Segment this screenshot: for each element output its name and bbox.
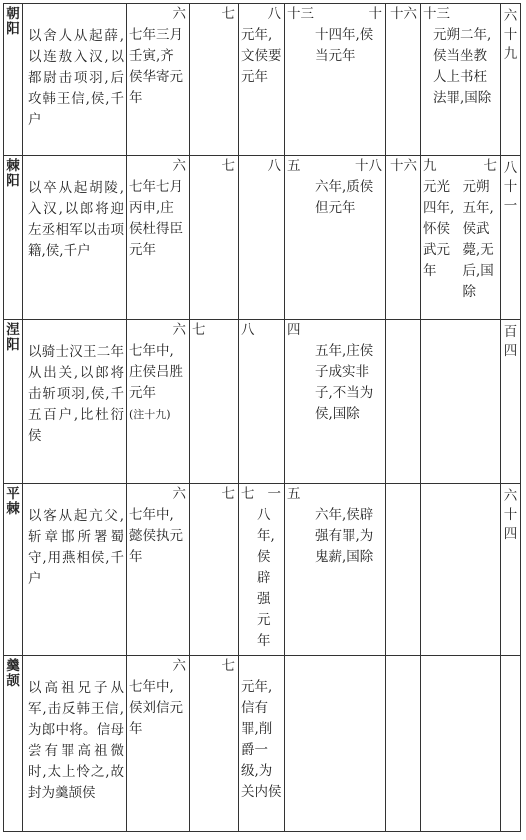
achievement-text: 以舍人从起薛,以连敖入汉,以都尉击项羽,后攻韩王信,侯,千户 — [23, 4, 127, 156]
table-row — [4, 484, 521, 656]
chronology-table — [3, 3, 521, 832]
wendi-cell: 五 六年,侯辟强有罪,为鬼薪,国除 — [285, 484, 386, 656]
table-row — [4, 320, 521, 484]
jingdi-cell — [386, 484, 421, 656]
wendi-cell: 十三 十 十四年,侯当元年 — [285, 4, 386, 156]
place-name: 朝 阳 — [4, 4, 23, 156]
gaohou-cell: 八 — [239, 156, 285, 320]
gaozu-cell: 六 七年七月丙申,庄侯杜得臣元年 — [127, 156, 190, 320]
jingdi-cell — [386, 320, 421, 484]
place-name: 棘 阳 — [4, 156, 23, 320]
huidi-cell: 七 — [190, 656, 239, 832]
gaozu-cell: 六 七年三月壬寅,齐侯华寄元年 — [127, 4, 190, 156]
wudi-cell: 十三 元朔二年,侯当坐教人上书枉法罪,国除 — [421, 4, 501, 156]
huidi-cell: 七 — [190, 484, 239, 656]
rank-cell: 六 十 九 — [501, 4, 521, 156]
rank-cell: 百 四 — [501, 320, 521, 484]
wendi-cell: 五 十八 六年,质侯但元年 — [285, 156, 386, 320]
table-row — [4, 656, 521, 832]
wudi-cell — [421, 484, 501, 656]
gaozu-cell: 六 七年中,庄侯吕胜元年 (注十九) — [127, 320, 190, 484]
gaohou-cell: 八 — [239, 320, 285, 484]
wudi-cell — [421, 656, 501, 832]
wendi-cell — [285, 656, 386, 832]
huidi-cell: 七 — [190, 156, 239, 320]
achievement-text: 以卒从起胡陵,入汉,以郎将迎左丞相军以击项籍,侯,千户 — [23, 156, 127, 320]
place-name: 平 棘 — [4, 484, 23, 656]
wudi-cell: 九 七 元光四年,怀侯武元年 元朔五年,侯武薨,无后,国除 — [421, 156, 501, 320]
table-row — [4, 4, 521, 156]
achievement-text: 以骑士汉王二年从出关,以郎将击斩项羽,侯,千五百户,比杜衍侯 — [23, 320, 127, 484]
huidi-cell: 七 — [190, 4, 239, 156]
achievement-text: 以高祖兄子从军,击反韩王信,为郎中将。信母尝有罪高祖微时,太上怜之,故封为羹颉侯 — [23, 656, 127, 832]
jingdi-cell: 十六 — [386, 4, 421, 156]
huidi-cell: 七 — [190, 320, 239, 484]
gaohou-cell: 元年,信有罪,削爵一级,为关内侯 — [239, 656, 285, 832]
gaozu-cell: 六 七年中,侯刘信元年 — [127, 656, 190, 832]
gaozu-cell: 六 七年中,懿侯执元年 — [127, 484, 190, 656]
wudi-cell — [421, 320, 501, 484]
wendi-cell: 四 五年,庄侯子成实非子,不当为侯,国除 — [285, 320, 386, 484]
place-name: 羹 颉 — [4, 656, 23, 832]
gaohou-cell: 七 一 八年,侯辟强元年 — [239, 484, 285, 656]
table-row — [4, 156, 521, 320]
place-name: 涅 阳 — [4, 320, 23, 484]
gaohou-cell: 八 元年,文侯要元年 — [239, 4, 285, 156]
jingdi-cell: 十六 — [386, 156, 421, 320]
jingdi-cell — [386, 656, 421, 832]
rank-cell: 六 十 四 — [501, 484, 521, 656]
rank-cell — [501, 656, 521, 832]
rank-cell: 八 十 一 — [501, 156, 521, 320]
achievement-text: 以客从起亢父,斩章邯所署蜀守,用燕相侯,千户 — [23, 484, 127, 656]
